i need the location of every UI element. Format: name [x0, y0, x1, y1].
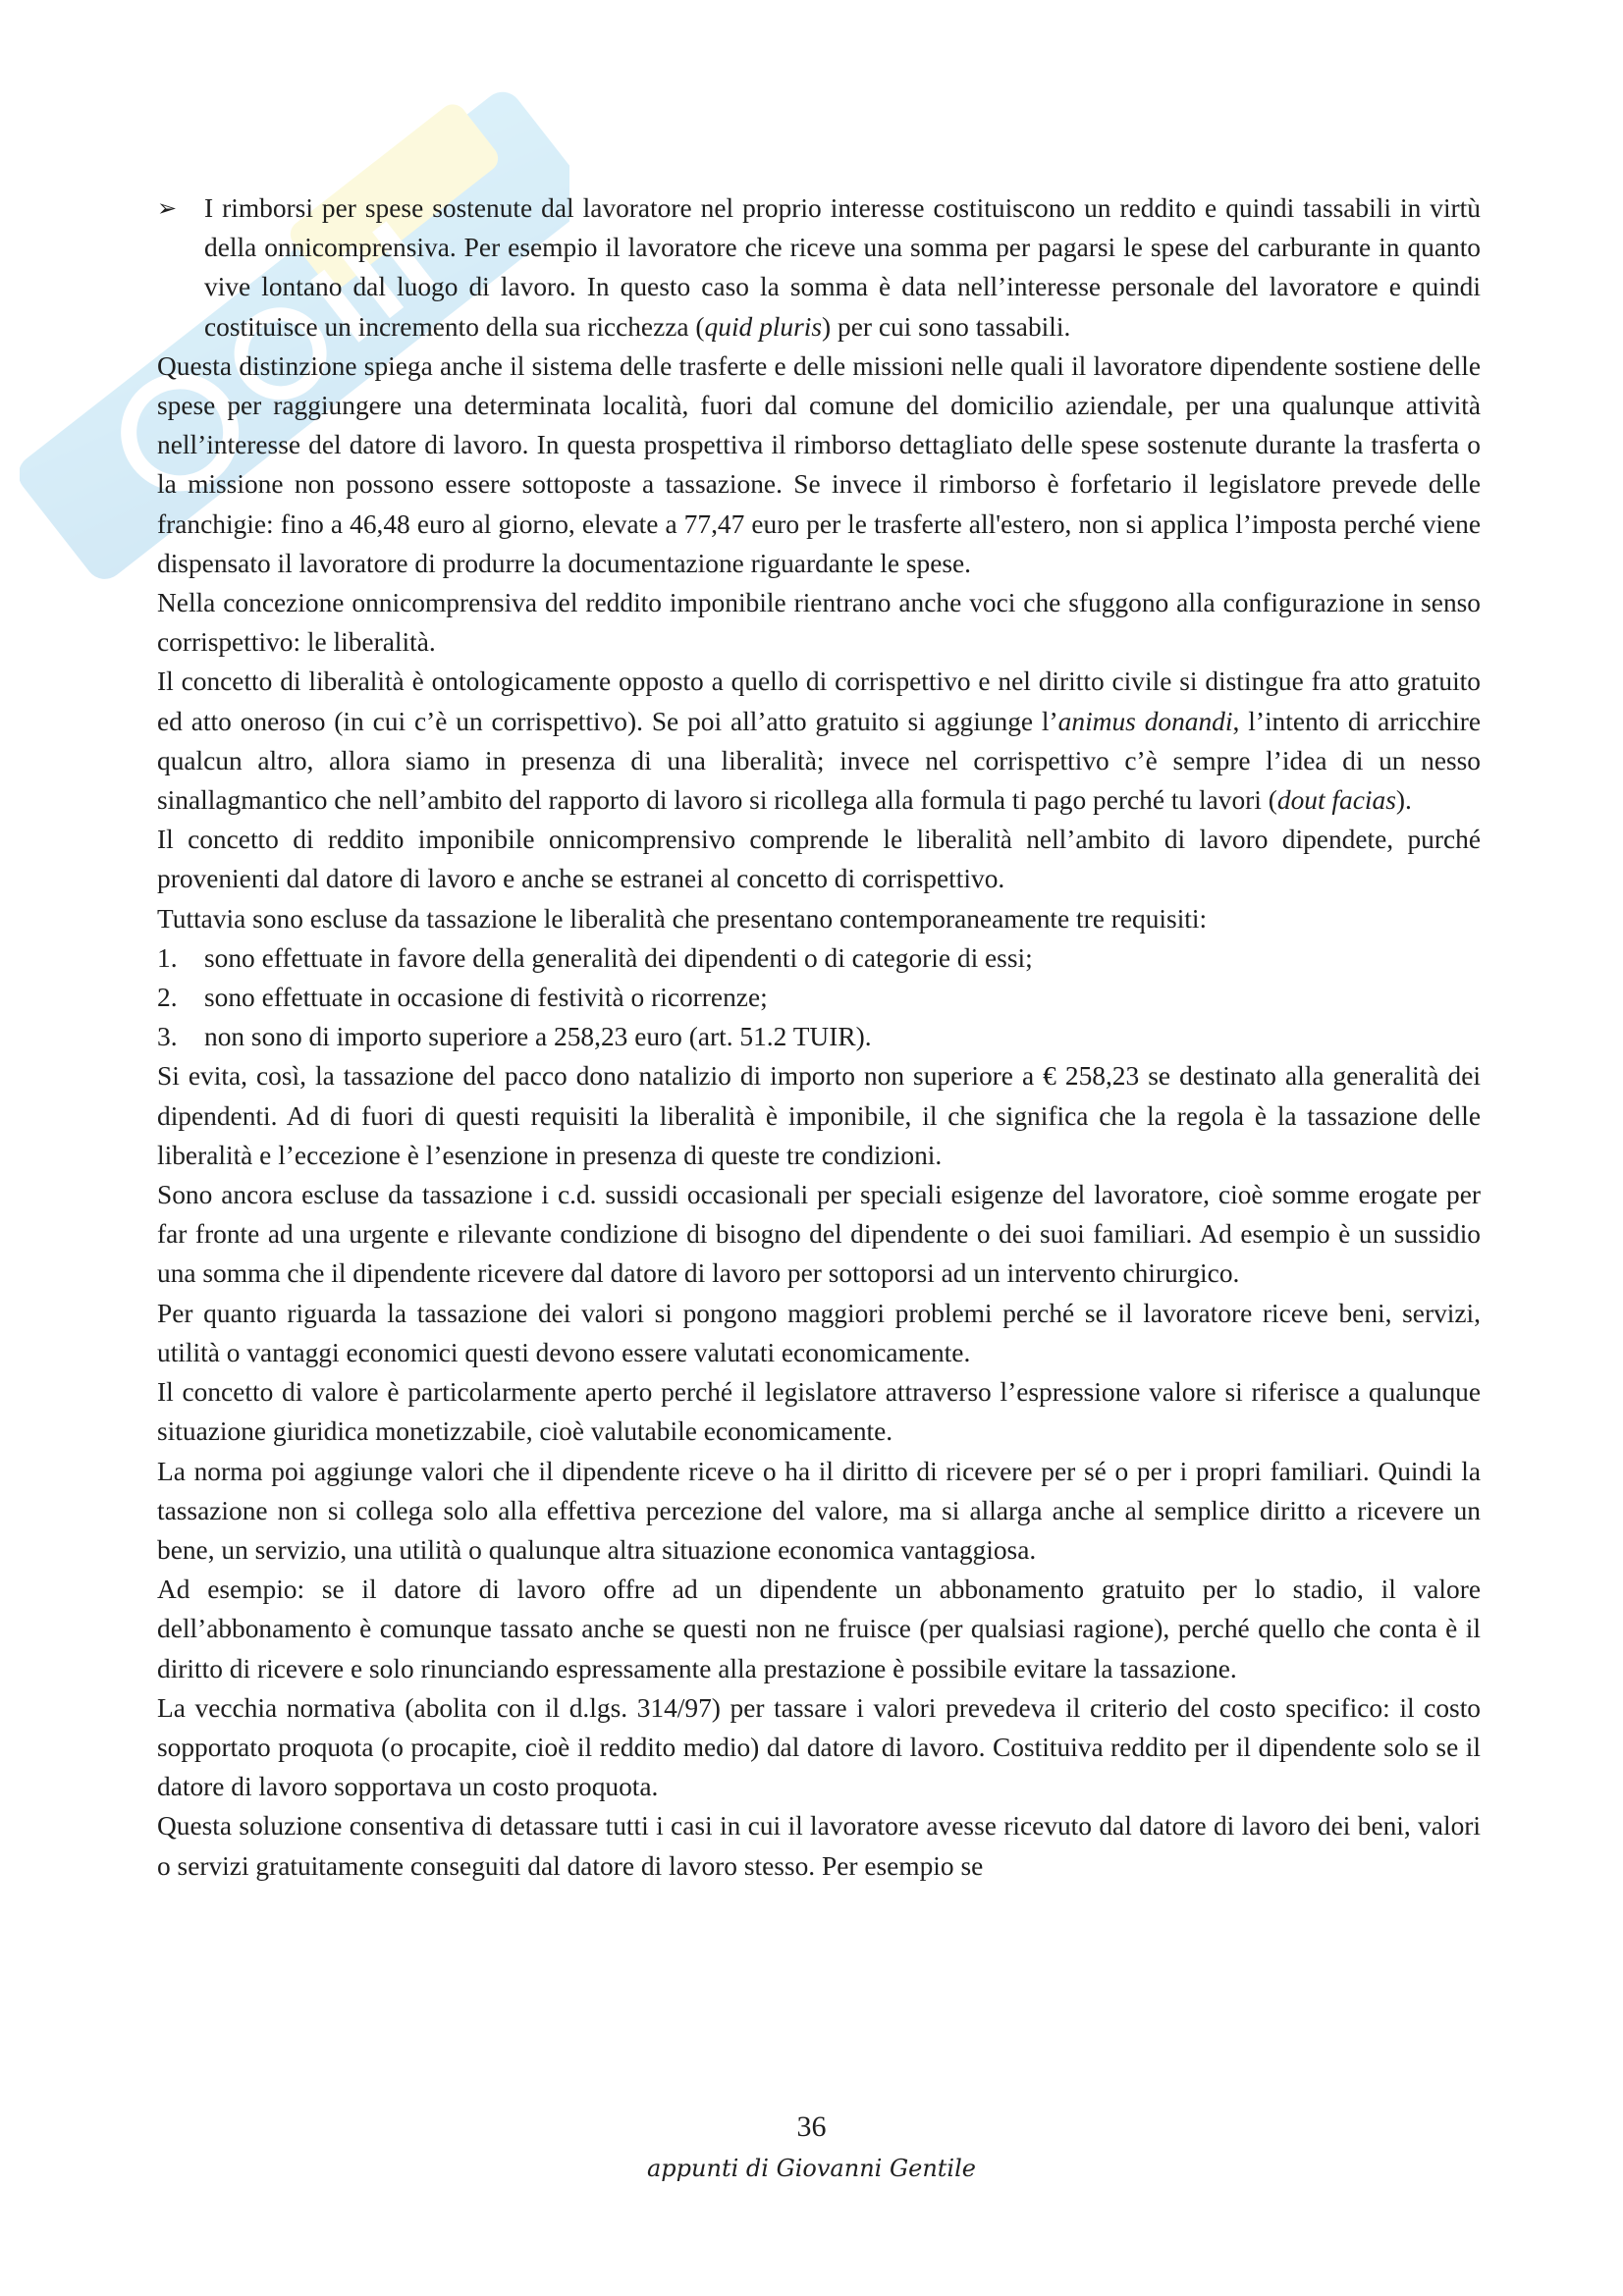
bullet-paragraph — [157, 188, 1481, 347]
text-segment: Sono ancora escluse da tassazione i c.d. sussidi occasionali per speciali esigenze del lavoratore, cioè somme erogate per far fronte ad una urgente e rilevante condizione di bisogno del dipendente o dei suoi familiari. Ad esempio è un sussidio una somma che il dipendente ricevere dal datore di lavoro per sottoporsi ad un intervento chirurgico. — [157, 1180, 1481, 1289]
paragraph — [157, 1806, 1481, 1885]
paragraphs-top — [157, 347, 1481, 938]
italic-term: dout facias — [1276, 785, 1396, 816]
paragraph — [157, 820, 1481, 898]
requisite-text: non sono di importo superiore a 258,23 euro (art. 51.2 TUIR). — [204, 1022, 872, 1052]
text-segment: Nella concezione onnicomprensiva del reddito imponibile rientrano anche voci che sfuggono alla configurazione in senso corrispettivo: le liberalità. — [157, 588, 1481, 658]
text-segment: , l’intento di arricchire qualcun altro, allora siamo in presenza di una liberalità; invece nel corrispettivo c’è sempre l’idea di un nesso sinallagmantico che nell’ambito del rapporto di lavoro si ricollega alla formula ti pago perché tu lavori ( — [157, 706, 1481, 816]
italic-term: quid pluris — [704, 311, 823, 342]
italic-term: animus donandi — [1057, 706, 1233, 736]
author-signature: appunti di Giovanni Gentile — [647, 2155, 976, 2182]
paragraph — [157, 1372, 1481, 1451]
paragraph — [157, 899, 1481, 938]
requisite-number: 1. — [157, 942, 178, 973]
text-segment: Questa distinzione spiega anche il sistema delle trasferte e delle missioni nelle quali il lavoratore dipendente sostiene delle spese per raggiungere una determinata località, fuori dal comune del domicilio aziendale, per una qualunque attività nell’interesse del datore di lavoro. In questa prospettiva il rimborso dettagliato delle spese sostenute durante la trasferta o la missione non possono essere sottoposte a tassazione. Se invece il rimborso è forfetario il legislatore prevede delle franchigie: fino a 46,48 euro al giorno, elevate a 77,47 euro per le trasferte all'estero, non si applica l’imposta perché viene dispensato il lavoratore di produrre la documentazione riguardante le spese. — [157, 350, 1481, 578]
text-segment: I rimborsi per spese sostenute dal lavoratore nel proprio interesse costituiscono un reddito e quindi tassabili in virtù della onnicomprensiva. Per esempio il lavoratore che riceve una somma per pagarsi le spese del carburante in quanto vive lontano dal luogo di lavoro. In questo caso la somma è data nell’interesse personale del lavoratore e quindi costituisce un incremento della sua ricchezza ( — [204, 193, 1481, 342]
text-segment: Ad esempio: se il datore di lavoro offre ad un dipendente un abbonamento gratuito per lo stadio, il valore dell’abbonamento è comunque tassato anche se questi non ne fruisce (per qualsiasi ragione), perché quello che conta è il diritto di ricevere e solo rinunciando espressamente alla prestazione è possibile evitare la tassazione. — [157, 1575, 1481, 1683]
paragraph — [157, 1688, 1481, 1807]
page-number: 36 — [796, 2110, 827, 2143]
text-segment: Il concetto di reddito imponibile onnicomprensivo comprende le liberalità nell’ambito di lavoro dipendete, purché provenienti dal datore di lavoro e anche se estranei al concetto di corrispettivo. — [157, 825, 1481, 894]
text-segment: La vecchia normativa (abolita con il d.lgs. 314/97) per tassare i valori prevedeva il criterio del costo specifico: il costo sopportato proquota (o procapite, cioè il reddito medio) dal datore di lavoro. Costituiva reddito per il dipendente solo se il datore di lavoro sopportava un costo proquota. — [157, 1692, 1481, 1802]
text-segment: ). — [1395, 785, 1412, 816]
text-segment: ) per cui sono tassabili. — [822, 311, 1071, 342]
requisite-item — [157, 1017, 1481, 1056]
text-segment: La norma poi aggiunge valori che il dipendente riceve o ha il diritto di ricevere per sé o per i propri familiari. Quindi la tassazione non si collega solo alla effettiva percezione del valore, ma si allarga anche al semplice diritto a ricevere un bene, un servizio, una utilità o qualunque altra situazione economica vantaggiosa. — [157, 1456, 1481, 1565]
text-segment: Il concetto di liberalità è ontologicamente opposto a quello di corrispettivo e nel diritto civile si distingue fra atto gratuito ed atto oneroso (in cui c’è un corrispettivo). Se poi all’atto gratuito si aggiunge l’ — [157, 667, 1481, 736]
text-segment: Per quanto riguarda la tassazione dei valori si pongono maggiori problemi perché se il lavoratore riceve beni, servizi, utilità o vantaggi economici questi devono essere valutati economicamente. — [157, 1298, 1481, 1367]
paragraph — [157, 1452, 1481, 1571]
requisite-number: 2. — [157, 983, 178, 1013]
page-body — [157, 188, 1481, 1886]
requisite-number: 3. — [157, 1022, 178, 1052]
paragraphs-bottom — [157, 1056, 1481, 1885]
paragraph — [157, 1056, 1481, 1175]
requisite-item — [157, 938, 1481, 978]
paragraph — [157, 347, 1481, 583]
paragraph — [157, 1294, 1481, 1372]
text-segment: Il concetto di valore è particolarmente aperto perché il legislatore attraverso l’espressione valore si riferisce a qualunque situazione giuridica monetizzabile, cioè valutabile economicamente. — [157, 1377, 1481, 1447]
paragraph — [157, 1570, 1481, 1688]
paragraph — [157, 662, 1481, 820]
paragraph — [157, 1175, 1481, 1294]
requisites-list — [157, 938, 1481, 1057]
bullet-paragraph-text — [204, 188, 1481, 347]
requisite-item — [157, 978, 1481, 1017]
paragraph — [157, 583, 1481, 662]
text-segment: Si evita, così, la tassazione del pacco dono natalizio di importo non superiore a € 258,23 se destinato alla generalità dei dipendenti. Ad di fuori di questi requisiti la liberalità è imponibile, il che significa che la regola è la tassazione delle liberalità e l’eccezione è l’esenzione in presenza di queste tre condizioni. — [157, 1061, 1481, 1170]
text-segment: Tuttavia sono escluse da tassazione le liberalità che presentano contemporaneamente tre requisiti: — [157, 903, 1208, 934]
requisite-text: sono effettuate in occasione di festività o ricorrenze; — [204, 983, 768, 1013]
arrow-bullet-icon: ➢ — [157, 194, 178, 222]
requisite-text: sono effettuate in favore della generalità dei dipendenti o di categorie di essi; — [204, 942, 1033, 973]
text-segment: Questa soluzione consentiva di detassare tutti i casi in cui il lavoratore avesse ricevuto dal datore di lavoro dei beni, valori o servizi gratuitamente conseguiti dal datore di lavoro stesso. Per esempio se — [157, 1811, 1481, 1881]
